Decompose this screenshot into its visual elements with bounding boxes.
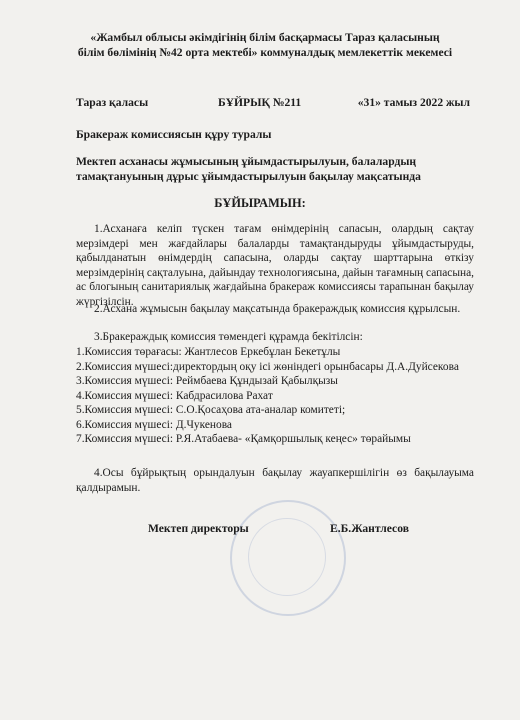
item-2: 2.Асхана жұмысын бақылау мақсатында бракераждық комиссия құрылсын.: [94, 303, 461, 315]
signatory-role: Мектеп директоры: [148, 522, 249, 535]
member-6: 6.Комиссия мүшесі: Д.Чукенова: [76, 418, 232, 431]
order-number: БҰЙРЫҚ №211: [218, 96, 302, 109]
committee-member-list: [76, 345, 474, 447]
member-3: 3.Комиссия мүшесі: Реймбаева Құндызай Қабылқызы: [76, 375, 338, 387]
header-line-2: білім бөлімінің №42 орта мектебі» коммуналдық мемлекеттік мекемесі: [77, 46, 453, 59]
city-label: Тараз қаласы: [76, 96, 149, 109]
official-seal-stamp: [230, 500, 346, 616]
signatory-name: Е.Б.Жантлесов: [330, 522, 409, 535]
member-2: 2.Комиссия мүшесі:директордың оқу ісі жөніндегі орынбасары Д.А.Дуйсекова: [76, 360, 459, 373]
order-date: «31» тамыз 2022 жыл: [357, 96, 470, 109]
order-purpose: [76, 155, 476, 184]
item-3: 3.Бракераждық комиссия төмендегі құрамда бекітілсін:: [94, 331, 363, 343]
item-4: 4.Осы бұйрықтың орындалуын бақылау жауапкершілігін өз бақылауыма қалдырамын.: [76, 467, 474, 494]
purpose-line-1: Мектеп асханасы жұмысының ұйымдастырылуын, балалардың: [76, 155, 417, 168]
member-5: 5.Комиссия мүшесі: С.О.Қосаҳова ата-аналар комитеті;: [76, 404, 346, 416]
purpose-line-2: тамақтануының дұрыс ұйымдастырылуын бақылау мақсатында: [76, 169, 421, 183]
item-1: 1.Асханаға келіп түскен тағам өнімдерінің сапасын, олардың сақтау мерзімдері мен жағдайлары балаларды тамақтандыруды ұйымдастыруды, қабылданатын өнімдердің сапасына, оларды сақтау шарттарына өткізу мерзімдерінің сақталуына, дайындау технологиясына, дайын тағамның сапасына, ас блогының санитариялық жағдайына бракераж комиссиясы тарапынан бақылау жүргізілсін.: [76, 223, 474, 308]
order-heading: БҰЙЫРАМЫН:: [214, 196, 306, 210]
member-1: 1.Комиссия төрағасы: Жантлесов Еркебұлан Бекетұлы: [76, 346, 341, 358]
member-7: 7.Комиссия мүшесі: Р.Я.Атабаева- «Қамқоршылық кеңес» төрайымы: [76, 433, 411, 445]
institution-header: [40, 30, 490, 60]
member-4: 4.Комиссия мүшесі: Кабдрасилова Рахат: [76, 389, 273, 402]
order-subject: Бракераж комиссиясын құру туралы: [76, 128, 272, 141]
header-line-1: «Жамбыл облысы әкімдігінің білім басқармасы Тараз қаласының: [90, 31, 440, 44]
